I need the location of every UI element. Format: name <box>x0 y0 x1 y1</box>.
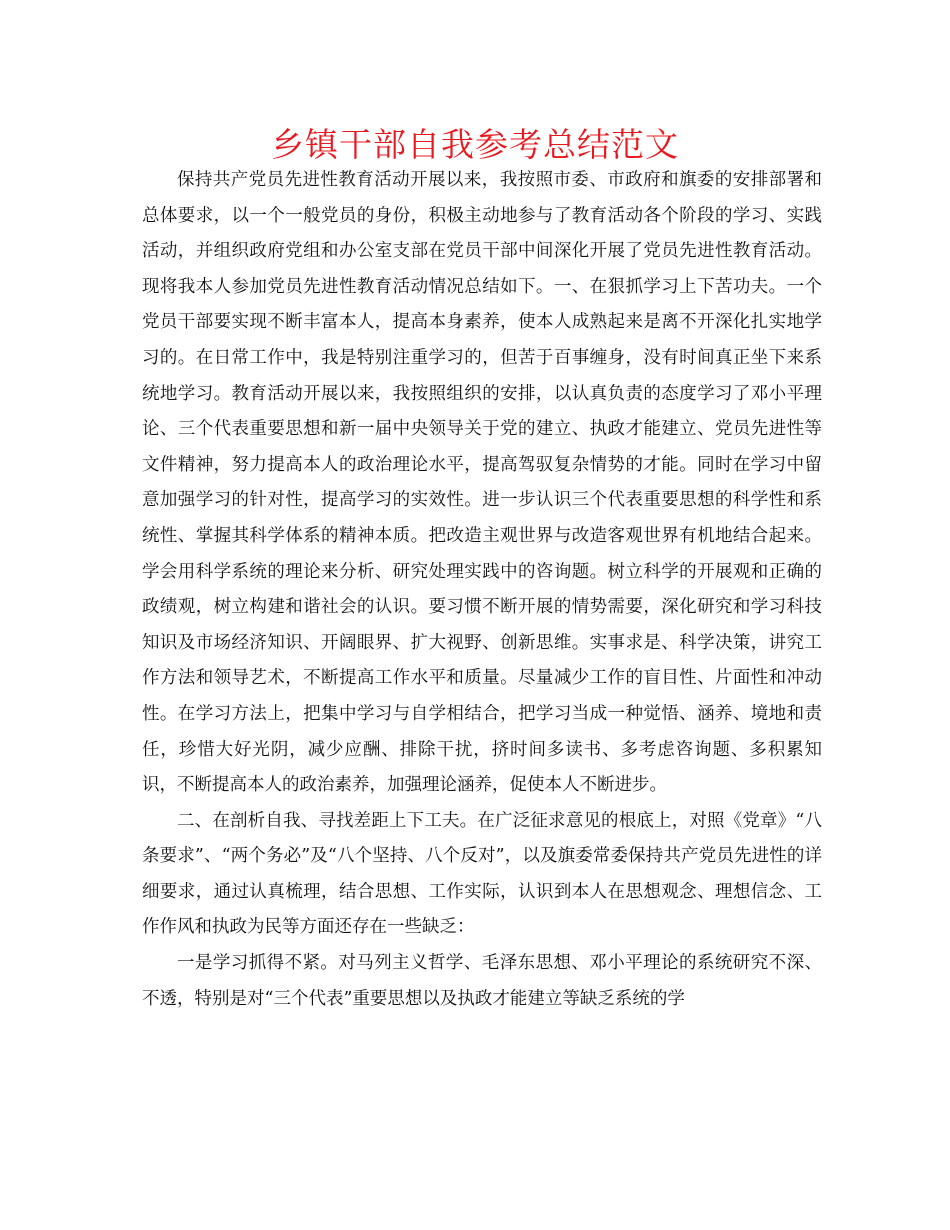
paragraph-2: 二、在剖析自我、寻找差距上下工夫。在广泛征求意见的根底上，对照《党章》“八条要求”、“两个务必”及“八个坚持、八个反对”，以及旗委常委保持共产党员先进性的详细要求，通过认真梳理，结合思想、工作实际，认识到本人在思想观念、理想信念、工作作风和执政为民等方面还存在一些缺乏： <box>142 810 822 938</box>
document-body <box>142 163 822 1017</box>
paragraph-3: 一是学习抓得不紧。对马列主义哲学、毛泽东思想、邓小平理论的系统研究不深、不透，特别是对“三个代表”重要思想以及执政才能建立等缺乏系统的学 <box>142 953 822 1009</box>
paragraph-1: 保持共产党员先进性教育活动开展以来，我按照市委、市政府和旗委的安排部署和总体要求，以一个一般党员的身份，积极主动地参与了教育活动各个阶段的学习、实践活动，并组织政府党组和办公室支部在党员干部中间深化开展了党员先进性教育活动。现将我本人参加党员先进性教育活动情况总结如下。一、在狠抓学习上下苦功夫。一个党员干部要实现不断丰富本人，提高本身素养，使本人成熟起来是离不开深化扎实地学习的。在日常工作中，我是特别注重学习的，但苦于百事缠身，没有时间真正坐下来系统地学习。教育活动开展以来，我按照组织的安排，以认真负责的态度学习了邓小平理论、三个代表重要思想和新一届中央领导关于党的建立、执政才能建立、党员先进性等文件精神，努力提高本人的政治理论水平，提高驾驭复杂情势的才能。同时在学习中留意加强学习的针对性，提高学习的实效性。进一步认识三个代表重要思想的科学性和系统性、掌握其科学体系的精神本质。把改造主观世界与改造客观世界有机地结合起来。学会用科学系统的理论来分析、研究处理实践中的咨询题。树立科学的开展观和正确的政绩观，树立构建和谐社会的认识。要习惯不断开展的情势需要，深化研究和学习科技知识及市场经济知识、开阔眼界、扩大视野、创新思维。实事求是、科学决策，讲究工作方法和领导艺术，不断提高工作水平和质量。尽量减少工作的盲目性、片面性和冲动性。在学习方法上，把集中学习与自学相结合，把学习当成一种觉悟、涵养、境地和责任，珍惜大好光阴，减少应酬、排除干扰，挤时间多读书、多考虑咨询题、多积累知识，不断提高本人的政治素养，加强理论涵养，促使本人不断进步。 <box>142 170 822 796</box>
document-title: 乡镇干部自我参考总结范文 <box>271 125 679 164</box>
